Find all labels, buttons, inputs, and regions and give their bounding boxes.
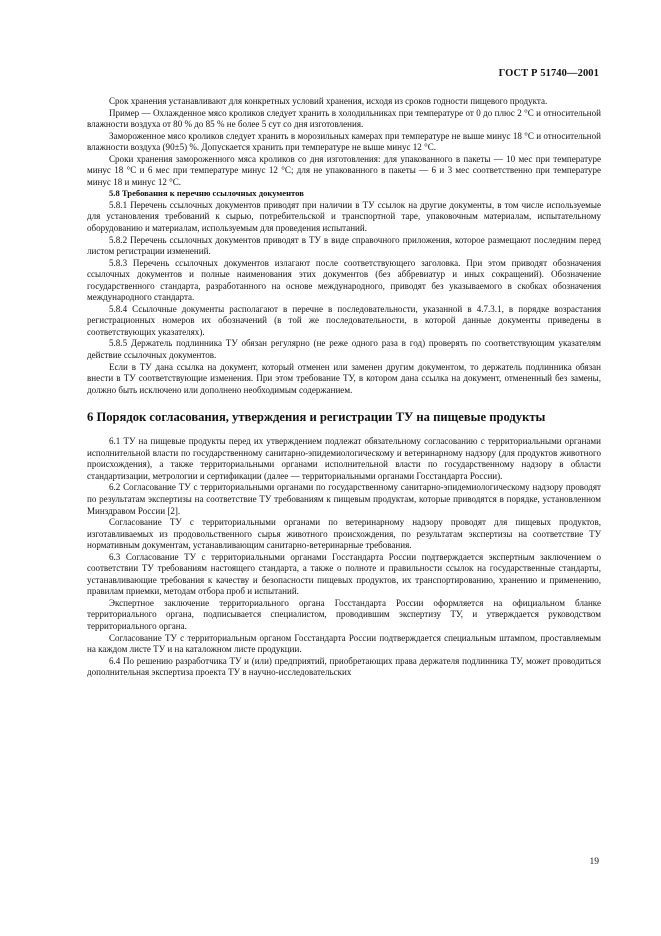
subsection-title-5-8: 5.8 Требования к перечню ссылочных документов [109, 188, 304, 199]
paragraph: Согласование ТУ с территориальными органами по ветеринарному надзору проводят для пищевых продуктов, изготавливаемых из продовольственного сырья животного происхождения, по результатам экспертизы на соответствие ТУ нормативным документам, устанавливающим санитарно-ветеринарные требования. [87, 517, 601, 551]
paragraph: Пример — Охлажденное мясо кроликов следует хранить в холодильниках при температуре от 0 до плюс 2 °С и относительной влажности воздуха от 80 % до 85 % не более 5 сут со дня изготовления. [87, 107, 601, 130]
paragraph-6-3: 6.3 Согласование ТУ с территориальными органами Госстандарта России подтверждается экспертным заключением о соответствии ТУ требованиям настоящего стандарта, а также о полноте и правильности ссылок на государственные стандарты, устанавливающие требования к качеству и безопасности пищевых продуктов, их транспортированию, хранению и применению, правилам приемки, методам отбора проб и испытаний. [87, 551, 601, 597]
paragraph-5-8-2: 5.8.2 Перечень ссылочных документов приводят в ТУ в виде справочного приложения, которое размещают последним перед листом регистрации изменений. [87, 234, 601, 257]
paragraph: Срок хранения устанавливают для конкретных условий хранения, исходя из сроков годности пищевого продукта. [109, 96, 548, 106]
paragraph: Сроки хранения замороженного мяса кроликов со дня изготовления: для упакованного в пакеты — 10 мес при температуре минус 18 °С и 6 мес при температуре минус 12 °С; для не упакованного в пакеты — 6 и 3 мес соответственно при температуре минус 18 и минус 12 °С. [87, 153, 601, 187]
paragraph-5-8-3: 5.8.3 Перечень ссылочных документов излагают после соответствующего заголовка. При этом приводят обозначения ссылочных документов и полные наименования этих документов (без аббревиатур и иных сокращений). Обозначение государственного стандарта, разработанного на основе международного, приводят без указываемого в скобках обозначения международного стандарта. [87, 257, 601, 303]
paragraph: Замороженное мясо кроликов следует хранить в морозильных камерах при температуре не выше минус 18 °С и относительной влажности воздуха (90±5) %. Допускается хранить при температуре не выше минус 12 °С. [87, 130, 601, 153]
section-title-6: 6 Порядок согласования, утверждения и регистрации ТУ на пищевые продукты [87, 410, 546, 425]
document-standard-header: ГОСТ Р 51740—2001 [498, 68, 599, 79]
paragraph-6-4: 6.4 По решению разработчика ТУ и (или) предприятий, приобретающих права держателя подлинника ТУ, может проводиться дополнительная экспертиза проекта ТУ в научно-исследовательских [87, 655, 601, 678]
page-number: 19 [589, 857, 599, 867]
paragraph-5-8-1: 5.8.1 Перечень ссылочных документов приводят при наличии в ТУ ссылок на другие документы, в том числе используемые для установления требований к сырью, потребительской и транспортной таре, упаковочным материалам, испытательному оборудованию и материалам, используемым для проведения испытаний. [87, 199, 601, 234]
paragraph: Экспертное заключение территориального органа Госстандарта России оформляется на официальном бланке территориального органа, подписывается специалистом, проводившим экспертизу ТУ, и утверждается руководством территориального органа. [87, 597, 601, 631]
paragraph-5-8-4: 5.8.4 Ссылочные документы располагают в перечне в последовательности, указанной в 4.7.3.1, в порядке возрастания регистрационных номеров их обозначений (в той же последовательности, в которой данные документы приведены в соответствующих указателях). [87, 303, 601, 337]
paragraph: Если в ТУ дана ссылка на документ, который отменен или заменен другим документом, то держатель подлинника обязан внести в ТУ соответствующие изменения. При этом требование ТУ, в котором дана ссылка на документ, отмененный без замены, должно быть исключено или дополнено необходимым содержанием. [87, 361, 601, 395]
paragraph-5-8-5: 5.8.5 Держатель подлинника ТУ обязан регулярно (не реже одного раза в год) проверять по соответствующим указателям действие ссылочных документов. [87, 338, 601, 361]
paragraph-6-2: 6.2 Согласование ТУ с территориальными органами по государственному санитарно-эпидемиологическому надзору проводят по результатам экспертизы на соответствие ТУ требованиям к пищевым продуктам, которые приводятся в порядке, установленном Минздравом России [2]. [87, 482, 601, 516]
paragraph-6-1: 6.1 ТУ на пищевые продукты перед их утверждением подлежат обязательному согласованию с территориальными органами исполнительной власти по государственному санитарно-эпидемиологическому и ветеринарному надзору (для продуктов животного происхождения), а также территориальными органами исполнительной власти по государственному надзору в области стандартизации, метрологии и сертификации (далее — территориальными органами Госстандарта России). [87, 436, 601, 481]
page-body [87, 96, 601, 679]
paragraph: Согласование ТУ с территориальным органом Госстандарта России подтверждается специальным штампом, проставляемым на каждом листе ТУ и на каталожном листе продукции. [87, 632, 601, 655]
